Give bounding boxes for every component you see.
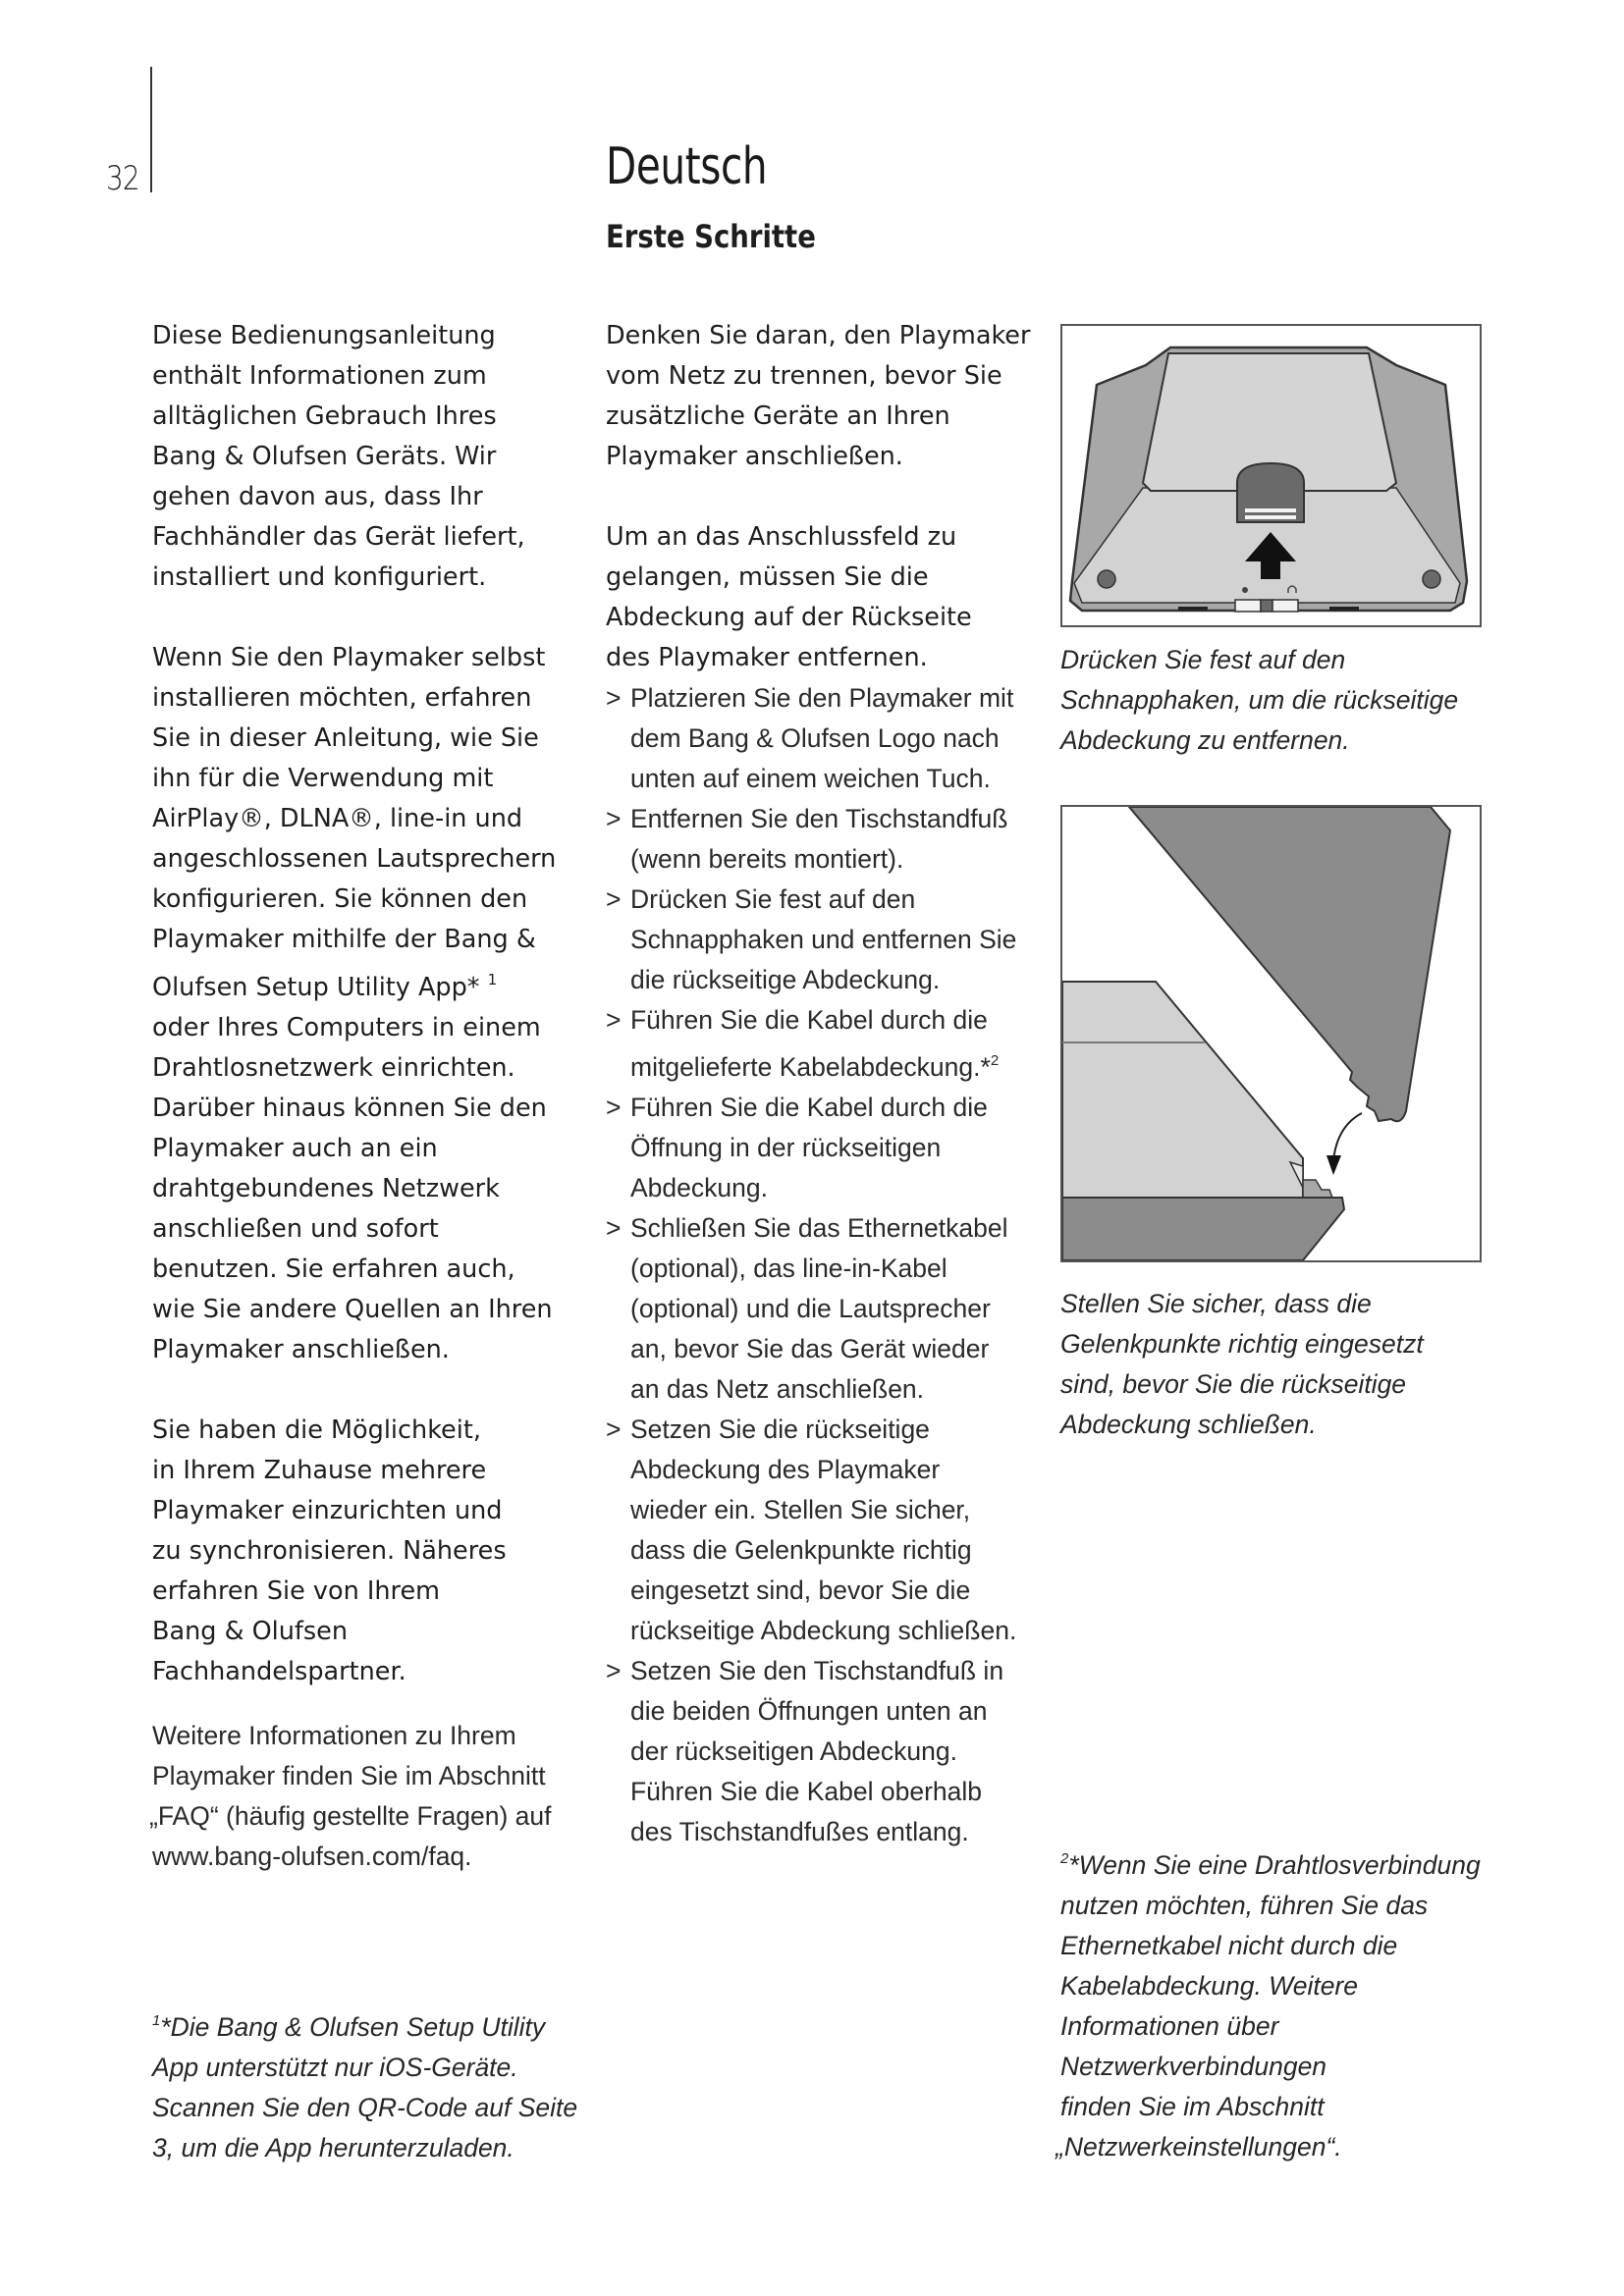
caption-line: Abdeckung schließen. [1060, 1410, 1317, 1439]
text-line: des Tischstandfußes entlang. [630, 1817, 969, 1846]
page-number-rule [150, 67, 152, 192]
text-line: Drahtlosnetzwerk einrichten. [152, 1053, 515, 1083]
text-line: Abdeckung auf der Rückseite [606, 603, 972, 632]
text-line: eingesetzt sind, bevor Sie die [630, 1575, 971, 1605]
text-line: Drücken Sie fest auf den [630, 884, 916, 914]
step-item [606, 678, 1053, 799]
text-line: Setzen Sie den Tischstandfuß in [630, 1656, 1004, 1685]
text-line: Fachhandelspartner. [152, 1657, 406, 1686]
steps-list [606, 678, 1053, 1852]
text-line: die beiden Öffnungen unten an [630, 1696, 988, 1726]
text-line: Diese Bedienungsanleitung [152, 321, 496, 350]
text-line: wieder ein. Stellen Sie sicher, [630, 1495, 971, 1524]
bullet-marker: > [606, 884, 622, 914]
footnote-line: Netzwerkverbindungen [1060, 2052, 1327, 2081]
footnote-line: Scannen Sie den QR-Code auf Seite [152, 2093, 578, 2122]
text-line: Öffnung in der rückseitigen [630, 1133, 942, 1162]
text-line: dass die Gelenkpunkte richtig [630, 1535, 972, 1565]
text-line-with-footnote [152, 960, 584, 1008]
step-item [606, 1410, 1053, 1651]
text-line: Platzieren Sie den Playmaker mit [630, 683, 1014, 713]
page-number: 32 [106, 159, 139, 198]
text-line: benutzen. Sie erfahren auch, [152, 1255, 515, 1284]
text-line: konfigurieren. Sie können den [152, 884, 528, 914]
footnote-line: „Netzwerkeinstellungen“. [1056, 2132, 1342, 2162]
text-line: zusätzliche Geräte an Ihren [606, 401, 950, 431]
text-line: Denken Sie daran, den Playmaker [606, 321, 1031, 350]
step-item [606, 1651, 1053, 1852]
text-line: Führen Sie die Kabel durch die [630, 1005, 988, 1035]
text-line: Playmaker mithilfe der Bang & [152, 925, 536, 954]
text-line: AirPlay®, DLNA®, line-in und [152, 804, 523, 833]
warning-paragraph [606, 316, 1053, 477]
text-line: Entfernen Sie den Tischstandfuß [630, 804, 1008, 833]
text-line-with-footnote [630, 1041, 1053, 1088]
text-line: Abdeckung. [630, 1173, 768, 1202]
text-line: Führen Sie die Kabel oberhalb [630, 1777, 982, 1806]
text-line: Bang & Olufsen [152, 1617, 348, 1646]
section-title: Erste Schritte [606, 218, 816, 255]
text-line: des Playmaker entfernen. [606, 643, 928, 672]
intro-paragraph [152, 316, 584, 598]
text-line: unten auf einem weichen Tuch. [630, 764, 991, 793]
text-line: Playmaker anschließen. [152, 1335, 450, 1364]
text-line: oder Ihres Computers in einem [152, 1013, 541, 1042]
text-line: Um an das Anschlussfeld zu [606, 522, 957, 552]
text-fragment: Olufsen Setup Utility App* [152, 973, 488, 1002]
footnote-1 [152, 2001, 577, 2168]
footnote-marker: 1 [152, 2012, 161, 2029]
faq-paragraph [149, 1716, 551, 1877]
middle-column [606, 316, 1053, 1852]
text-line: Darüber hinaus können Sie den [152, 1094, 547, 1123]
text-line: enthält Informationen zum [152, 361, 487, 391]
bullet-marker: > [606, 1093, 622, 1122]
text-line: zu synchronisieren. Näheres [152, 1536, 507, 1566]
text-line: drahtgebundenes Netzwerk [152, 1174, 500, 1203]
caption-line: Stellen Sie sicher, dass die [1060, 1289, 1372, 1318]
figure-1-caption [1060, 640, 1458, 761]
footnote-line: Kabelabdeckung. Weitere [1060, 1971, 1358, 2001]
text-line: Weitere Informationen zu Ihrem [152, 1721, 516, 1750]
footnote-marker: 2 [1060, 1850, 1069, 1867]
text-fragment: *Wenn Sie eine Drahtlosverbindung [1068, 1850, 1481, 1880]
step-item [606, 1208, 1053, 1410]
text-line: installieren möchten, erfahren [152, 683, 532, 713]
text-line: Playmaker anschließen. [606, 442, 903, 471]
footnote-line: Ethernetkabel nicht durch die [1060, 1931, 1398, 1960]
bullet-marker: > [606, 683, 622, 713]
footnote-reference: 2 [990, 1052, 1000, 1069]
text-line: der rückseitigen Abdeckung. [630, 1736, 957, 1766]
step-item [606, 1088, 1053, 1208]
text-line: anschließen und sofort [152, 1214, 439, 1244]
text-line: rückseitige Abdeckung schließen. [630, 1616, 1017, 1645]
text-line: Schließen Sie das Ethernetkabel [630, 1213, 1008, 1243]
hinge-points-illustration [1060, 805, 1482, 1262]
text-line: „FAQ“ (häufig gestellte Fragen) auf [149, 1801, 552, 1831]
text-line: Führen Sie die Kabel durch die [630, 1093, 988, 1122]
text-line: erfahren Sie von Ihrem [152, 1576, 440, 1606]
text-line: Setzen Sie die rückseitige [630, 1415, 930, 1444]
caption-line: Drücken Sie fest auf den [1060, 645, 1346, 674]
text-fragment: *Die Bang & Olufsen Setup Utility [160, 2012, 546, 2042]
text-line: an das Netz anschließen. [630, 1374, 925, 1404]
figure-2-caption [1060, 1284, 1424, 1445]
text-line: dem Bang & Olufsen Logo nach [630, 723, 1000, 753]
text-line: Schnapphaken und entfernen Sie [630, 925, 1017, 954]
text-line: ihn für die Verwendung mit [152, 764, 494, 793]
step-item [606, 880, 1053, 1000]
text-line: Playmaker auch an ein [152, 1134, 438, 1163]
rear-cover-illustration [1060, 324, 1482, 627]
caption-line: Gelenkpunkte richtig eingesetzt [1060, 1329, 1424, 1359]
bullet-marker: > [606, 1005, 622, 1035]
step-item [606, 799, 1053, 880]
bullet-marker: > [606, 804, 622, 833]
multiroom-paragraph [152, 1411, 584, 1692]
hinge-detail-icon [1062, 807, 1480, 1260]
text-line: (wenn bereits montiert). [630, 844, 904, 874]
footnote-line: Informationen über [1060, 2011, 1279, 2041]
footnote-2 [1056, 1839, 1481, 2167]
caption-line: Schnapphaken, um die rückseitige [1060, 685, 1459, 715]
text-line: Fachhändler das Gerät liefert, [152, 522, 525, 552]
text-line: in Ihrem Zuhause mehrere [152, 1456, 487, 1485]
access-paragraph [606, 517, 1053, 678]
footnote-line: App unterstützt nur iOS-Geräte. [152, 2053, 518, 2082]
text-line: an, bevor Sie das Gerät wieder [630, 1334, 990, 1363]
text-line: alltäglichen Gebrauch Ihres [152, 401, 497, 431]
text-line: (optional), das line-in-Kabel [630, 1254, 947, 1283]
bullet-marker: > [606, 1415, 622, 1444]
text-line: vom Netz zu trennen, bevor Sie [606, 361, 1002, 391]
text-line: wie Sie andere Quellen an Ihren [152, 1295, 553, 1324]
faq-url-link[interactable]: www.bang-olufsen.com/faq. [152, 1842, 472, 1871]
left-column [152, 316, 584, 1733]
text-line: Playmaker einzurichten und [152, 1496, 503, 1525]
text-line: Abdeckung des Playmaker [630, 1455, 941, 1484]
playmaker-rear-icon [1062, 326, 1480, 625]
caption-line: Abdeckung zu entfernen. [1060, 725, 1350, 755]
text-line: installiert und konfiguriert. [152, 562, 487, 592]
footnote-line [152, 2001, 577, 2048]
text-line: Sie haben die Möglichkeit, [152, 1415, 481, 1445]
language-title: Deutsch [606, 137, 768, 196]
text-line: angeschlossenen Lautsprechern [152, 844, 557, 874]
setup-paragraph [152, 638, 584, 1370]
text-fragment: mitgelieferte Kabelabdeckung.* [630, 1052, 991, 1082]
footnote-line [1056, 1839, 1481, 1886]
bullet-marker: > [606, 1656, 622, 1685]
text-line: gehen davon aus, dass Ihr [152, 482, 483, 511]
text-line: Playmaker finden Sie im Abschnitt [152, 1761, 546, 1790]
footnote-line: nutzen möchten, führen Sie das [1060, 1891, 1429, 1920]
footnote-line: finden Sie im Abschnitt [1060, 2092, 1325, 2121]
step-item [606, 1000, 1053, 1088]
text-line: gelangen, müssen Sie die [606, 562, 929, 592]
footnote-line: 3, um die App herunterzuladen. [152, 2133, 514, 2163]
text-line: Bang & Olufsen Geräts. Wir [152, 442, 497, 471]
text-line: die rückseitige Abdeckung. [630, 965, 941, 994]
text-line: Wenn Sie den Playmaker selbst [152, 643, 546, 672]
footnote-reference: 1 [487, 971, 498, 988]
text-line: (optional) und die Lautsprecher [630, 1294, 991, 1323]
text-line: Sie in dieser Anleitung, wie Sie [152, 723, 539, 753]
caption-line: sind, bevor Sie die rückseitige [1060, 1369, 1407, 1399]
bullet-marker: > [606, 1213, 622, 1243]
